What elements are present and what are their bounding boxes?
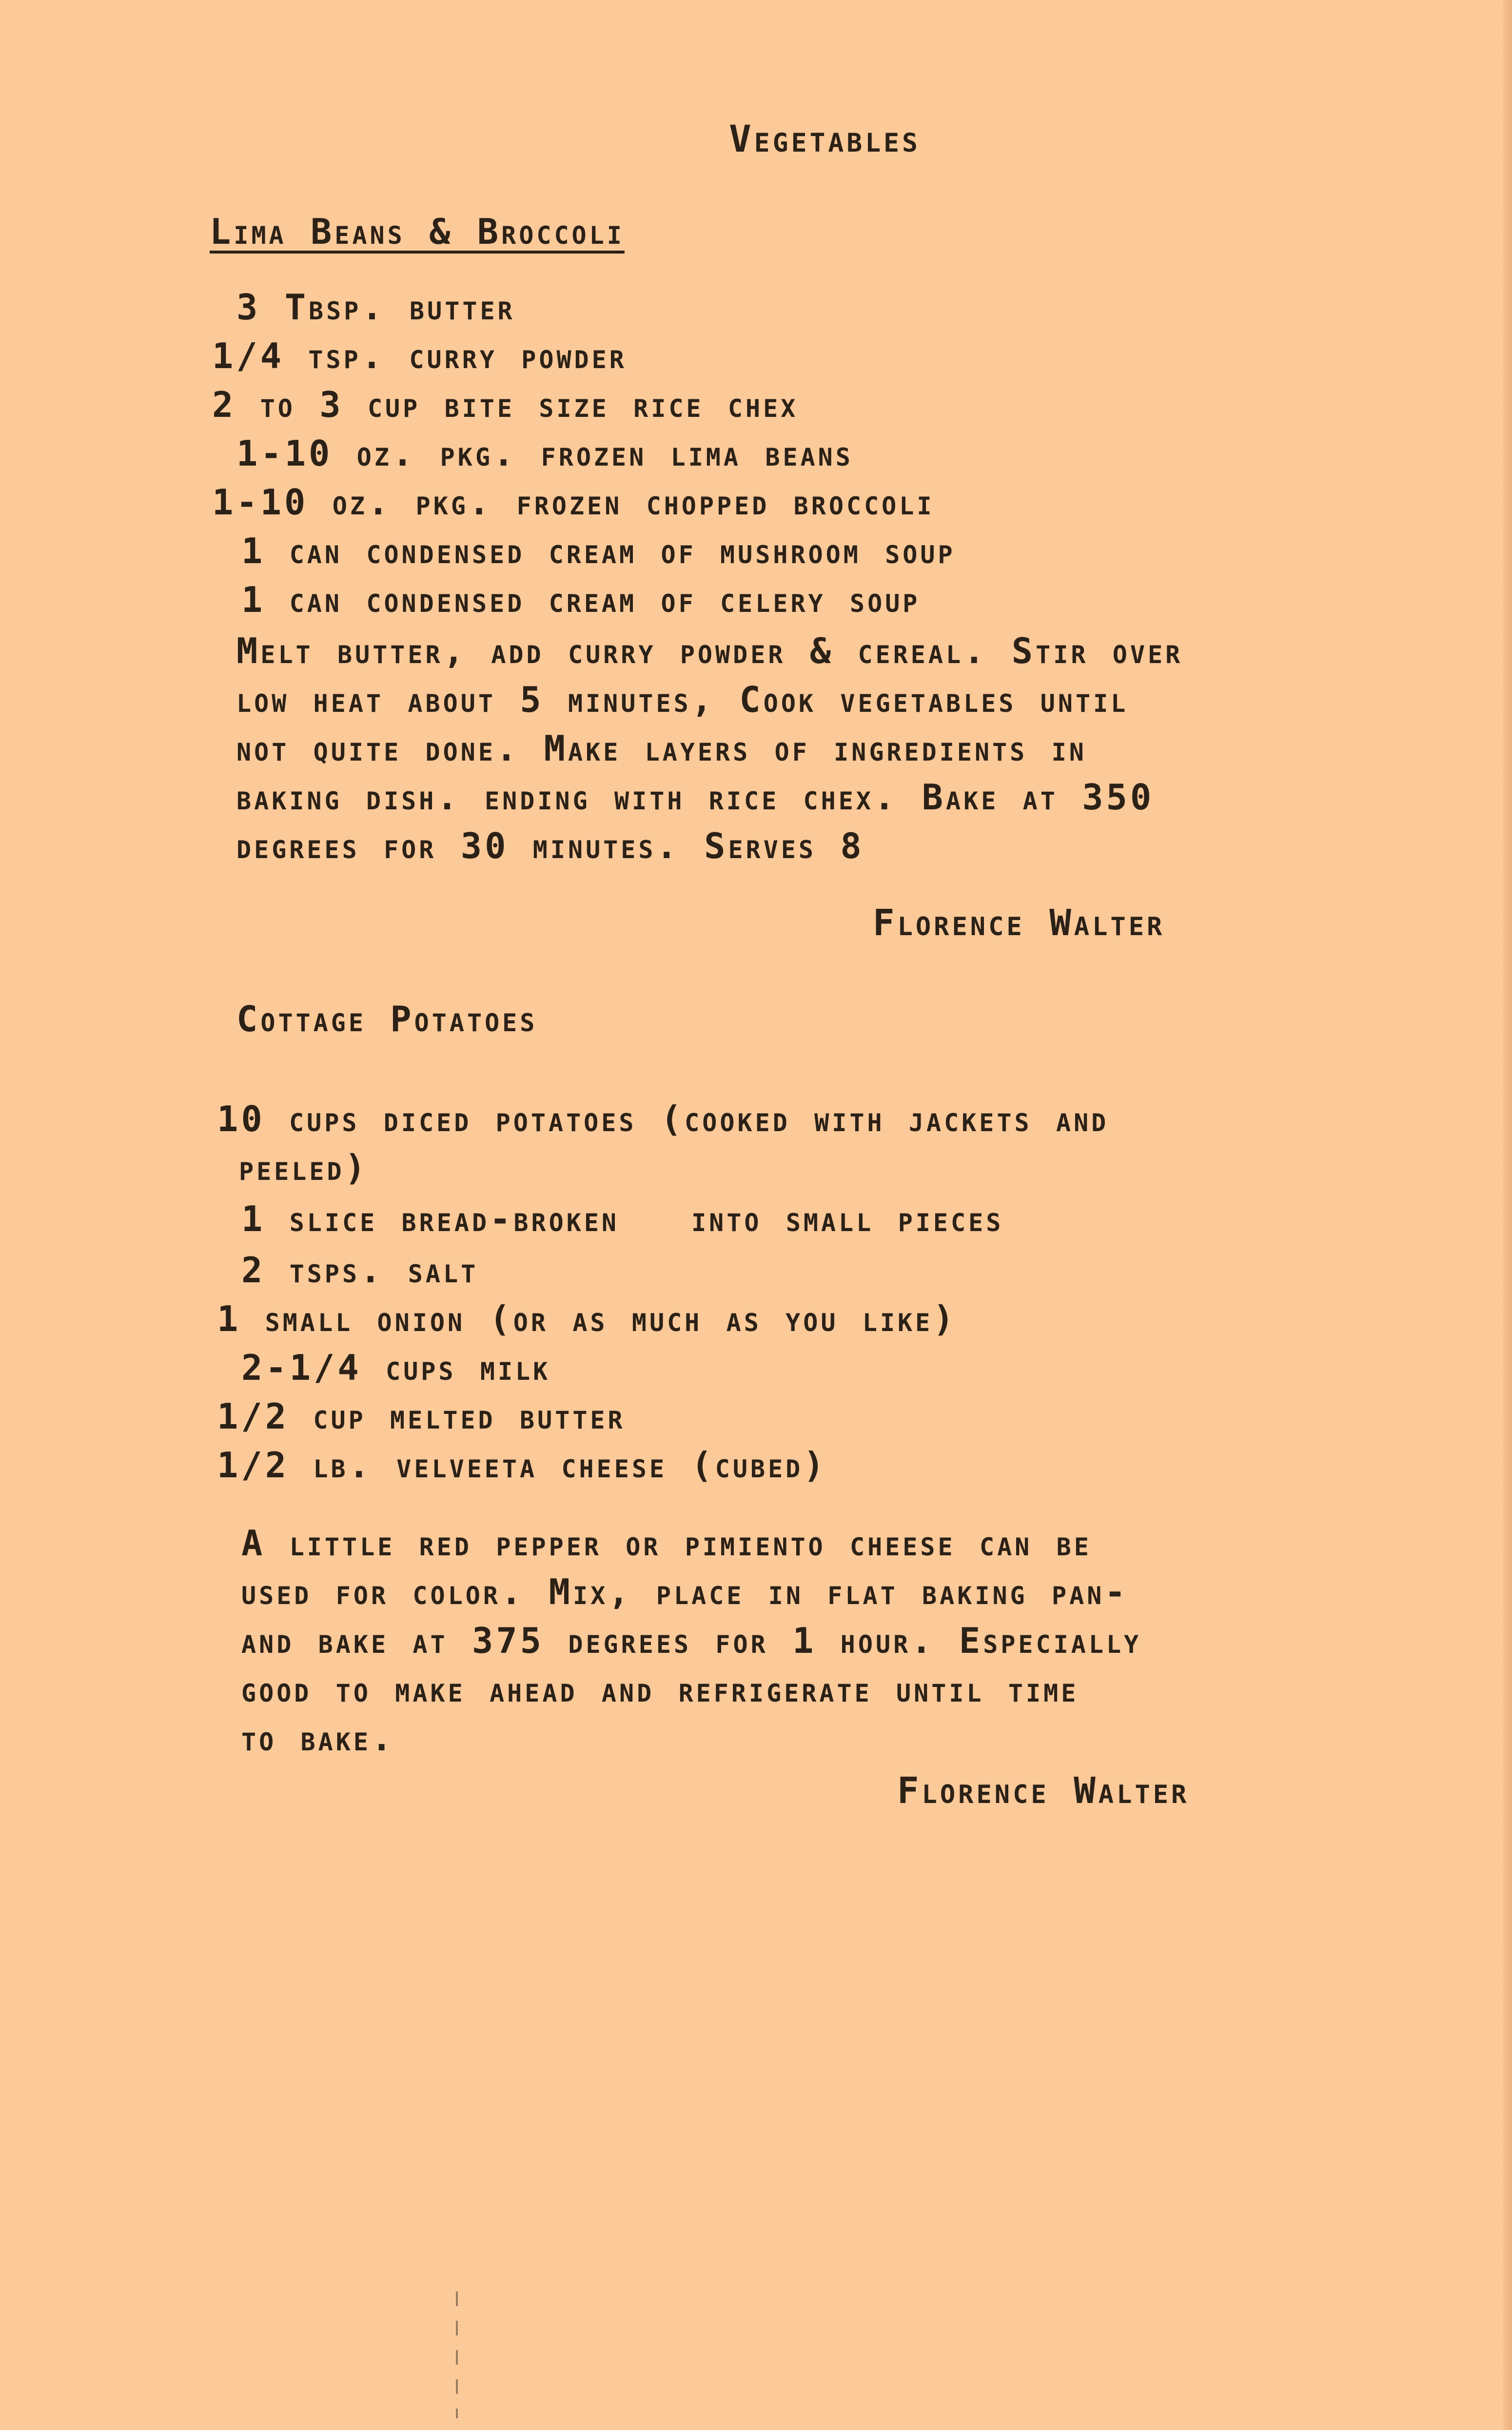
paper-mark	[456, 2292, 458, 2418]
ingredient-line: 1 small onion (or as much as you like)	[217, 1298, 957, 1339]
recipe-author: Florence Walter	[897, 1770, 1190, 1812]
direction-line: not quite done. Make layers of ingredients in	[236, 728, 1087, 769]
direction-line: low heat about 5 minutes, Cook vegetables until	[236, 679, 1129, 720]
direction-line: used for color. Mix, place in flat baking pan-	[241, 1571, 1129, 1612]
ingredient-line: 1 slice bread-broken into small pieces	[241, 1198, 1004, 1239]
ingredient-line: 2 tsps. salt	[241, 1250, 479, 1291]
direction-line: Melt butter, add curry powder & cereal. Stir over	[236, 630, 1183, 671]
ingredient-line: 1 can condensed cream of mushroom soup	[241, 530, 956, 571]
direction-line: A little red pepper or pimiento cheese can be	[241, 1523, 1092, 1564]
ingredient-line: peeled)	[239, 1147, 369, 1188]
ingredient-line: 2 to 3 cup bite size rice chex	[212, 384, 799, 425]
direction-line: to bake.	[241, 1718, 395, 1759]
recipe-title-lima-beans-broccoli: Lima Beans & Broccoli	[210, 211, 625, 252]
ingredient-line: 1 can condensed cream of celery soup	[241, 579, 921, 620]
page-title: Vegetables	[729, 117, 921, 160]
direction-line: degrees for 30 minutes. Serves 8	[236, 825, 864, 866]
ingredient-line: 1/4 tsp. curry powder	[212, 335, 627, 376]
ingredient-line: 1-10 oz. pkg. frozen chopped broccoli	[212, 482, 935, 523]
ingredient-line: 1/2 cup melted butter	[217, 1396, 626, 1437]
ingredient-line: 1-10 oz. pkg. frozen lima beans	[236, 433, 853, 474]
page-edge	[1503, 0, 1512, 2430]
recipe-author: Florence Walter	[873, 902, 1165, 944]
direction-line: and bake at 375 degrees for 1 hour. Especially	[241, 1620, 1142, 1661]
ingredient-line: 10 cups diced potatoes (cooked with jackets and	[217, 1098, 1109, 1139]
recipe-title-cottage-potatoes: Cottage Potatoes	[236, 999, 538, 1039]
ingredient-line: 3 Tbsp. butter	[236, 287, 515, 328]
ingredient-line: 1/2 lb. velveeta cheese (cubed)	[217, 1445, 827, 1486]
direction-line: good to make ahead and refrigerate until time	[241, 1669, 1079, 1710]
direction-line: baking dish. ending with rice chex. Bake at 350	[236, 777, 1155, 818]
ingredient-line: 2-1/4 cups milk	[241, 1347, 551, 1388]
